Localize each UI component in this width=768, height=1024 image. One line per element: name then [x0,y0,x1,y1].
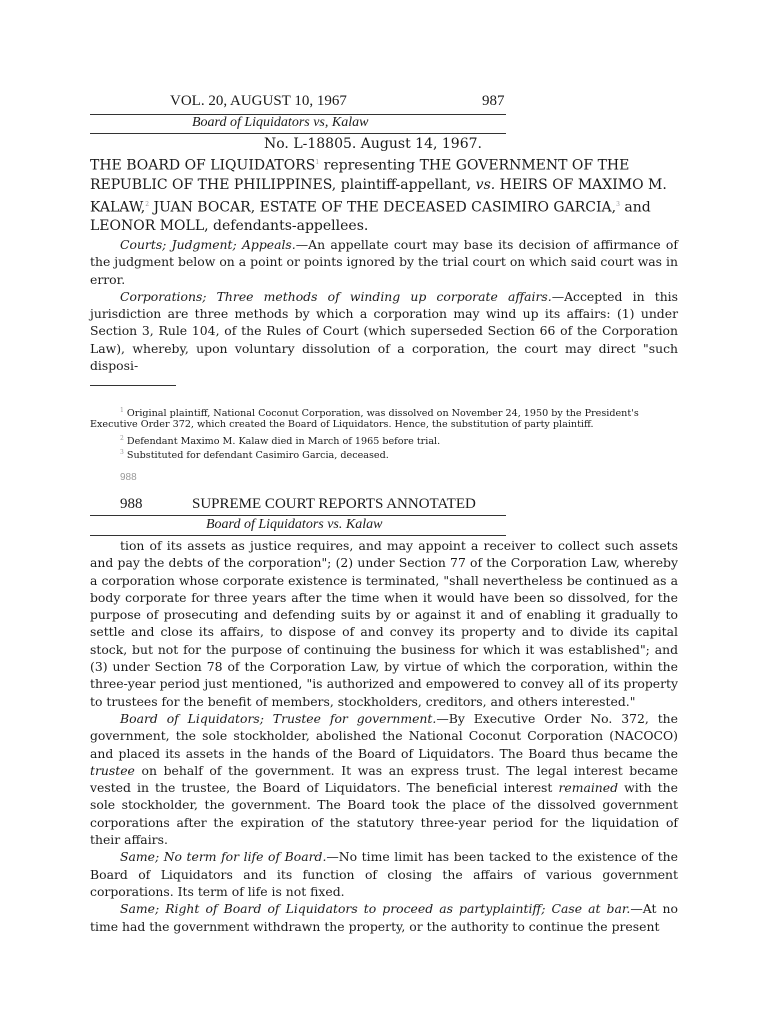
syllabus-corporations-body: —Accepted in this jurisdiction are three methods by which a corporation may wind up its affairs: (1) under Section 3, Rule 104, of the Rules of Court (which superseded Section 66 of the Corporation Law), whereby, upon voluntary dissolution of a corporation, the court may direct "such disposi- [90,288,678,374]
syllabus-block-page2 [90,537,678,935]
syllabus-right-body: —At no time had the government withdrawn the property, or the authority to continue the present [90,901,678,934]
syllabus-block-page1 [90,236,678,374]
syllabus-no-term-body: —No time limit has been tacked to the existence of the Board of Liquidators and its function of closing the affairs of various government corporations. Its term of life is not fixed. [90,849,678,899]
syllabus-board-trustee [90,710,678,848]
party-representing: representing THE GOVERNMENT OF THE REPUBLIC OF THE PHILIPPINES, plaintiff-appellant, [90,157,630,193]
footnote-ref-2[interactable]: 2 [145,200,150,208]
footnote-ref-3[interactable]: 3 [616,200,620,208]
page1-running-title: Board of Liquidators vs, Kalaw [192,115,369,130]
footnote-3 [120,446,389,463]
party-defendant-heirs: HEIRS OF MAXIMO M. KALAW, [90,176,667,216]
syllabus-board-trustee-heading: Board of Liquidators; Trustee for government. [120,710,437,726]
syllabus-courts-body: —An appellate court may base its decision of affirmance of the judgment below on a point or points ignored by the trial court on which said court was in error. [90,237,678,287]
footnote-1-mark: 1 [120,407,124,414]
word-remained: remained [558,780,619,796]
syllabus-no-term-heading: Same; No term for life of Board. [120,849,327,865]
word-trustee: trustee [90,762,135,778]
page2-header-page-number: 988 [120,496,143,512]
footnote-3-mark: 3 [120,449,124,456]
footnote-ref-1[interactable]: 1 [315,159,320,166]
party-plaintiff: THE BOARD OF LIQUIDATORS [90,157,316,174]
case-number: No. L-18805. August 14, 1967. [264,136,482,152]
versus-text: vs. [475,176,496,193]
party-defendant-bocar-garcia: JUAN BOCAR, ESTATE OF THE DECEASED CASIMIRO GARCIA, [149,199,617,216]
page1-header-page-number: 987 [482,93,505,109]
syllabus-right-to-proceed [90,900,678,935]
syllabus-board-trustee-body-b: on behalf of the government. It was an express trust. The legal interest became vested in the trustee, the Board of Liquidators. The beneficial interest [90,762,678,796]
syllabus-no-term [90,848,678,900]
page1-header-volume: VOL. 20, AUGUST 10, 1967 [170,93,347,109]
footnote-3-text: Substituted for defendant Casimiro Garcia, deceased. [126,450,389,462]
syllabus-corporations-heading: Corporations; Three methods of winding up corporate affairs. [120,288,552,304]
footnote-2-mark: 2 [120,435,124,442]
syllabus-courts-judgment [90,236,678,288]
syllabus-board-trustee-body-a: —By Executive Order No. 372, the government, the sole stockholder, abolished the National Coconut Corporation (NACOCO) and placed its assets in the hands of the Board of Liquidators. The Board thus became the [90,710,678,761]
case-parties [90,153,680,236]
page2-header-rule [90,515,506,516]
page2-title-rule [90,535,506,536]
syllabus-right-heading: Same; Right of Board of Liquidators to proceed as partyplaintiff; Case at bar. [120,901,631,917]
syllabus-courts-heading: Courts; Judgment; Appeals. [120,237,296,252]
syllabus-board-trustee-body-c: with the sole stockholder, the government. The Board took the place of the dissolved government corporations after the expiration of the statutory three-year period for the liquidation of their affairs. [90,780,678,848]
syllabus-corporations-winding-up [90,288,678,374]
footnote-separator [90,385,176,386]
page-anchor-988[interactable]: 988 [120,472,137,483]
syllabus-continuation: tion of its assets as justice requires, and may appoint a receiver to collect such assets and pay the debts of the corporation"; (2) under Section 77 of the Corporation Law, whereby a corporation whose corporate existence is terminated, "shall nevertheless be continued as a body corporate for three years after the time when it would have been so dissolved, for the purpose of prosecuting and defending suits by or against it and of enabling it gradually to settle and close its affairs, to dispose of and convey its property and to divide its capital stock, but not for the purpose of continuing the business for which it was established"; and (3) under Section 78 of the Corporation Law, by virtue of which the corporation, within the three-year period just mentioned, "is authorized and empowered to convey all of its property to trustees for the benefit of members, stockholders, creditors, and others interested." [90,538,678,709]
footnote-2-text: Defendant Maximo M. Kalaw died in March of 1965 before trial. [126,436,441,448]
page1-title-rule [90,133,506,134]
page2-running-title: Board of Liquidators vs. Kalaw [206,517,383,532]
page2-header-reporter: SUPREME COURT REPORTS ANNOTATED [192,496,476,512]
footnote-1-text: Original plaintiff, National Coconut Corporation, was dissolved on November 24, 1950 by the President's [126,408,639,420]
footnote-1-line2: Executive Order 372, which created the Board of Liquidators. Hence, the substitution of party plaintiff. [90,419,594,430]
party-defendant-moll: and LEONOR MOLL, defendants-appellees. [90,199,651,235]
